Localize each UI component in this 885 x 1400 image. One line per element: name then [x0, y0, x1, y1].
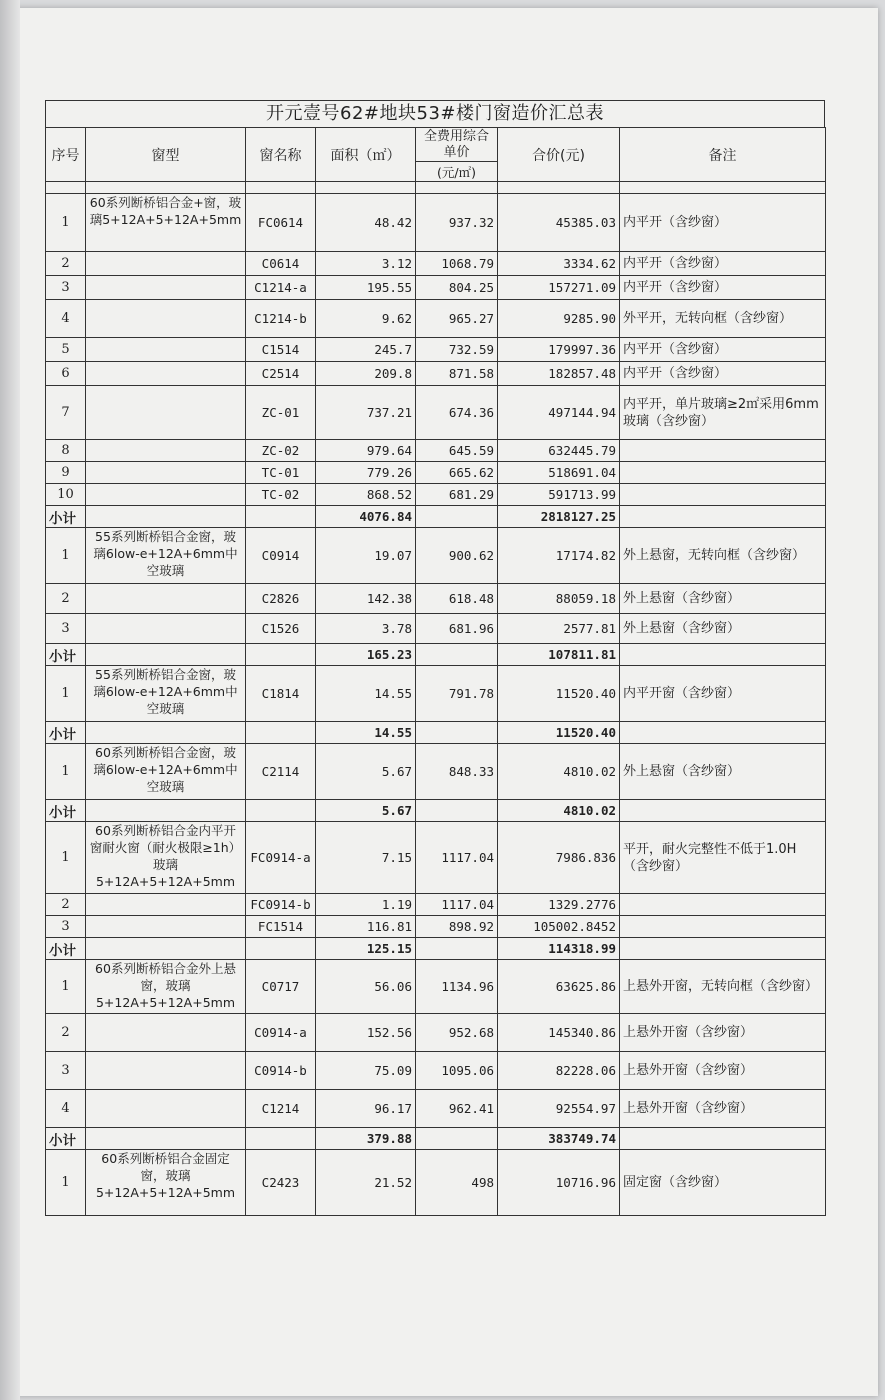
- window-type-cell-empty: [86, 1090, 246, 1128]
- table-row: [46, 744, 826, 800]
- subtotal-label: 小计: [46, 800, 86, 822]
- window-type-cell: 55系列断桥铝合金窗，玻璃6low-e+12A+6mm中空玻璃: [86, 528, 246, 584]
- total-value: 3334.62: [498, 252, 620, 276]
- window-name: C1214: [246, 1090, 316, 1128]
- total-value: 182857.48: [498, 362, 620, 386]
- table-row: [46, 440, 826, 462]
- subtotal-empty: [416, 800, 498, 822]
- total-value: 88059.18: [498, 584, 620, 614]
- unit-price-value: 962.41: [416, 1090, 498, 1128]
- subtotal-total: 11520.40: [498, 722, 620, 744]
- subtotal-row: [46, 1128, 826, 1150]
- area-value: 21.52: [316, 1150, 416, 1216]
- total-value: 179997.36: [498, 338, 620, 362]
- subtotal-area: 14.55: [316, 722, 416, 744]
- area-value: 195.55: [316, 276, 416, 300]
- subtotal-empty: [246, 722, 316, 744]
- table-row: [46, 960, 826, 1014]
- window-name: FC1514: [246, 916, 316, 938]
- subtotal-total: 114318.99: [498, 938, 620, 960]
- total-value: 7986.836: [498, 822, 620, 894]
- unit-price-value: 965.27: [416, 300, 498, 338]
- row-seq: 4: [46, 300, 86, 338]
- header-unit-price-unit: (元/㎡): [416, 162, 498, 182]
- unit-price-value: 665.62: [416, 462, 498, 484]
- window-type-cell-empty: [86, 1052, 246, 1090]
- table-row: [46, 300, 826, 338]
- total-value: 518691.04: [498, 462, 620, 484]
- subtotal-empty: [86, 722, 246, 744]
- total-value: 157271.09: [498, 276, 620, 300]
- window-name: C1814: [246, 666, 316, 722]
- unit-price-value: 618.48: [416, 584, 498, 614]
- total-value: 145340.86: [498, 1014, 620, 1052]
- area-value: 7.15: [316, 822, 416, 894]
- row-seq: 5: [46, 338, 86, 362]
- row-seq: 1: [46, 194, 86, 252]
- window-name: FC0914-b: [246, 894, 316, 916]
- header-note: 备注: [620, 128, 826, 182]
- subtotal-area: 165.23: [316, 644, 416, 666]
- area-value: 116.81: [316, 916, 416, 938]
- header-spacer-row: [46, 182, 826, 194]
- subtotal-total: 4810.02: [498, 800, 620, 822]
- note-text: 内平开，单片玻璃≥2㎡采用6mm玻璃（含纱窗）: [620, 386, 826, 440]
- window-name: C2423: [246, 1150, 316, 1216]
- window-name: C1514: [246, 338, 316, 362]
- row-seq: 2: [46, 252, 86, 276]
- window-type-cell-empty: [86, 300, 246, 338]
- note-text: 内平开（含纱窗）: [620, 362, 826, 386]
- subtotal-area: 4076.84: [316, 506, 416, 528]
- area-value: 9.62: [316, 300, 416, 338]
- window-name: C2826: [246, 584, 316, 614]
- note-text: [620, 484, 826, 506]
- table-row: [46, 1052, 826, 1090]
- row-seq: 3: [46, 614, 86, 644]
- unit-price-value: 1117.04: [416, 822, 498, 894]
- window-name: C0914-a: [246, 1014, 316, 1052]
- table-body: [46, 194, 826, 1216]
- subtotal-empty: [246, 1128, 316, 1150]
- subtotal-label: 小计: [46, 644, 86, 666]
- unit-price-value: 900.62: [416, 528, 498, 584]
- row-seq: 1: [46, 744, 86, 800]
- subtotal-label: 小计: [46, 506, 86, 528]
- table-row: [46, 484, 826, 506]
- row-seq: 4: [46, 1090, 86, 1128]
- subtotal-label: 小计: [46, 938, 86, 960]
- area-value: 737.21: [316, 386, 416, 440]
- subtotal-empty: [86, 644, 246, 666]
- window-type-cell-empty: [86, 338, 246, 362]
- subtotal-empty: [620, 1128, 826, 1150]
- window-name: ZC-02: [246, 440, 316, 462]
- unit-price-value: 674.36: [416, 386, 498, 440]
- window-type-cell: 60系列断桥铝合金+窗，玻璃5+12A+5+12A+5mm: [86, 194, 246, 252]
- table-row: [46, 1150, 826, 1216]
- total-value: 591713.99: [498, 484, 620, 506]
- area-value: 245.7: [316, 338, 416, 362]
- row-seq: 1: [46, 822, 86, 894]
- area-value: 5.67: [316, 744, 416, 800]
- row-seq: 6: [46, 362, 86, 386]
- window-type-cell-empty: [86, 894, 246, 916]
- total-value: 63625.86: [498, 960, 620, 1014]
- window-name: FC0914-a: [246, 822, 316, 894]
- subtotal-row: [46, 938, 826, 960]
- total-value: 4810.02: [498, 744, 620, 800]
- row-seq: 8: [46, 440, 86, 462]
- window-name: FC0614: [246, 194, 316, 252]
- note-text: 外平开，无转向框（含纱窗）: [620, 300, 826, 338]
- subtotal-total: 2818127.25: [498, 506, 620, 528]
- subtotal-empty: [416, 506, 498, 528]
- table-row: [46, 528, 826, 584]
- area-value: 779.26: [316, 462, 416, 484]
- unit-price-value: 498: [416, 1150, 498, 1216]
- total-value: 9285.90: [498, 300, 620, 338]
- window-type-cell-empty: [86, 462, 246, 484]
- subtotal-row: [46, 506, 826, 528]
- area-value: 75.09: [316, 1052, 416, 1090]
- subtotal-empty: [86, 938, 246, 960]
- cost-summary-table: [45, 127, 826, 1216]
- table-row: [46, 1090, 826, 1128]
- subtotal-row: [46, 800, 826, 822]
- subtotal-empty: [620, 800, 826, 822]
- row-seq: 10: [46, 484, 86, 506]
- unit-price-value: 681.96: [416, 614, 498, 644]
- table-row: [46, 822, 826, 894]
- note-text: 外上悬窗（含纱窗）: [620, 744, 826, 800]
- subtotal-empty: [620, 722, 826, 744]
- table-row: [46, 194, 826, 252]
- unit-price-value: 1117.04: [416, 894, 498, 916]
- unit-price-value: 791.78: [416, 666, 498, 722]
- header-name: 窗名称: [246, 128, 316, 182]
- total-value: 11520.40: [498, 666, 620, 722]
- window-type-cell-empty: [86, 484, 246, 506]
- row-seq: 3: [46, 1052, 86, 1090]
- area-value: 19.07: [316, 528, 416, 584]
- table-row: [46, 462, 826, 484]
- note-text: 外上悬窗（含纱窗）: [620, 614, 826, 644]
- unit-price-value: 937.32: [416, 194, 498, 252]
- subtotal-area: 5.67: [316, 800, 416, 822]
- area-value: 979.64: [316, 440, 416, 462]
- area-value: 96.17: [316, 1090, 416, 1128]
- note-text: 外上悬窗（含纱窗）: [620, 584, 826, 614]
- note-text: 平开，耐火完整性不低于1.0H（含纱窗）: [620, 822, 826, 894]
- sheet-title: 开元壹号62#地块53#楼门窗造价汇总表: [45, 100, 825, 127]
- total-value: 10716.96: [498, 1150, 620, 1216]
- unit-price-value: 1095.06: [416, 1052, 498, 1090]
- header-total: 合价(元): [498, 128, 620, 182]
- row-seq: 1: [46, 666, 86, 722]
- note-text: 内平开（含纱窗）: [620, 194, 826, 252]
- unit-price-value: 681.29: [416, 484, 498, 506]
- table-row: [46, 614, 826, 644]
- total-value: 2577.81: [498, 614, 620, 644]
- window-type-cell-empty: [86, 252, 246, 276]
- subtotal-empty: [416, 644, 498, 666]
- subtotal-empty: [416, 938, 498, 960]
- subtotal-area: 125.15: [316, 938, 416, 960]
- row-seq: 1: [46, 960, 86, 1014]
- table-row: [46, 362, 826, 386]
- total-value: 497144.94: [498, 386, 620, 440]
- note-text: [620, 916, 826, 938]
- table-row: [46, 276, 826, 300]
- unit-price-value: 871.58: [416, 362, 498, 386]
- area-value: 1.19: [316, 894, 416, 916]
- window-name: C0614: [246, 252, 316, 276]
- window-name: ZC-01: [246, 386, 316, 440]
- total-value: 92554.97: [498, 1090, 620, 1128]
- area-value: 152.56: [316, 1014, 416, 1052]
- note-text: 内平开窗（含纱窗）: [620, 666, 826, 722]
- subtotal-empty: [86, 1128, 246, 1150]
- window-type-cell-empty: [86, 440, 246, 462]
- window-name: C1526: [246, 614, 316, 644]
- unit-price-value: 848.33: [416, 744, 498, 800]
- table-row: [46, 252, 826, 276]
- window-type-cell-empty: [86, 614, 246, 644]
- subtotal-row: [46, 722, 826, 744]
- subtotal-empty: [246, 800, 316, 822]
- window-name: TC-02: [246, 484, 316, 506]
- subtotal-area: 379.88: [316, 1128, 416, 1150]
- subtotal-empty: [620, 506, 826, 528]
- table-row: [46, 916, 826, 938]
- table-row: [46, 894, 826, 916]
- header-type: 窗型: [86, 128, 246, 182]
- subtotal-empty: [620, 938, 826, 960]
- unit-price-value: 1068.79: [416, 252, 498, 276]
- total-value: 1329.2776: [498, 894, 620, 916]
- header-row: [46, 128, 826, 162]
- area-value: 3.78: [316, 614, 416, 644]
- window-name: C2514: [246, 362, 316, 386]
- area-value: 3.12: [316, 252, 416, 276]
- note-text: 上悬外开窗（含纱窗）: [620, 1090, 826, 1128]
- note-text: 内平开（含纱窗）: [620, 338, 826, 362]
- unit-price-value: 804.25: [416, 276, 498, 300]
- window-type-cell: 55系列断桥铝合金窗，玻璃6low-e+12A+6mm中空玻璃: [86, 666, 246, 722]
- unit-price-value: 732.59: [416, 338, 498, 362]
- area-value: 209.8: [316, 362, 416, 386]
- note-text: 上悬外开窗，无转向框（含纱窗）: [620, 960, 826, 1014]
- subtotal-empty: [246, 644, 316, 666]
- header-unit-price: 全费用综合单价: [416, 128, 498, 162]
- note-text: 上悬外开窗（含纱窗）: [620, 1014, 826, 1052]
- table-row: [46, 666, 826, 722]
- window-type-cell: 60系列断桥铝合金固定窗，玻璃5+12A+5+12A+5mm: [86, 1150, 246, 1216]
- subtotal-empty: [86, 800, 246, 822]
- subtotal-empty: [416, 722, 498, 744]
- note-text: 内平开（含纱窗）: [620, 252, 826, 276]
- area-value: 56.06: [316, 960, 416, 1014]
- cost-summary-sheet: [45, 100, 825, 1216]
- subtotal-label: 小计: [46, 722, 86, 744]
- total-value: 45385.03: [498, 194, 620, 252]
- row-seq: 3: [46, 916, 86, 938]
- total-value: 632445.79: [498, 440, 620, 462]
- unit-price-value: 1134.96: [416, 960, 498, 1014]
- row-seq: 9: [46, 462, 86, 484]
- window-name: C0914: [246, 528, 316, 584]
- row-seq: 2: [46, 1014, 86, 1052]
- window-name: C2114: [246, 744, 316, 800]
- window-name: C0717: [246, 960, 316, 1014]
- total-value: 82228.06: [498, 1052, 620, 1090]
- window-type-cell-empty: [86, 362, 246, 386]
- note-text: 固定窗（含纱窗）: [620, 1150, 826, 1216]
- subtotal-total: 383749.74: [498, 1128, 620, 1150]
- row-seq: 3: [46, 276, 86, 300]
- window-type-cell-empty: [86, 916, 246, 938]
- note-text: 上悬外开窗（含纱窗）: [620, 1052, 826, 1090]
- window-name: C1214-a: [246, 276, 316, 300]
- subtotal-empty: [246, 506, 316, 528]
- row-seq: 2: [46, 894, 86, 916]
- row-seq: 7: [46, 386, 86, 440]
- note-text: [620, 440, 826, 462]
- table-row: [46, 338, 826, 362]
- note-text: [620, 894, 826, 916]
- header-area: 面积（㎡）: [316, 128, 416, 182]
- header-seq: 序号: [46, 128, 86, 182]
- subtotal-row: [46, 644, 826, 666]
- subtotal-empty: [86, 506, 246, 528]
- subtotal-empty: [246, 938, 316, 960]
- row-seq: 1: [46, 528, 86, 584]
- area-value: 48.42: [316, 194, 416, 252]
- window-name: TC-01: [246, 462, 316, 484]
- window-type-cell-empty: [86, 386, 246, 440]
- unit-price-value: 898.92: [416, 916, 498, 938]
- area-value: 142.38: [316, 584, 416, 614]
- subtotal-empty: [416, 1128, 498, 1150]
- window-type-cell-empty: [86, 276, 246, 300]
- subtotal-empty: [620, 644, 826, 666]
- window-name: C0914-b: [246, 1052, 316, 1090]
- area-value: 14.55: [316, 666, 416, 722]
- window-type-cell-empty: [86, 1014, 246, 1052]
- total-value: 17174.82: [498, 528, 620, 584]
- note-text: 外上悬窗，无转向框（含纱窗）: [620, 528, 826, 584]
- table-row: [46, 386, 826, 440]
- row-seq: 1: [46, 1150, 86, 1216]
- subtotal-total: 107811.81: [498, 644, 620, 666]
- table-row: [46, 584, 826, 614]
- unit-price-value: 645.59: [416, 440, 498, 462]
- note-text: [620, 462, 826, 484]
- window-type-cell: 60系列断桥铝合金内平开窗耐火窗（耐火极限≥1h）玻璃5+12A+5+12A+5mm: [86, 822, 246, 894]
- window-name: C1214-b: [246, 300, 316, 338]
- window-type-cell: 60系列断桥铝合金外上悬窗，玻璃5+12A+5+12A+5mm: [86, 960, 246, 1014]
- total-value: 105002.8452: [498, 916, 620, 938]
- window-type-cell: 60系列断桥铝合金窗，玻璃6low-e+12A+6mm中空玻璃: [86, 744, 246, 800]
- row-seq: 2: [46, 584, 86, 614]
- subtotal-label: 小计: [46, 1128, 86, 1150]
- page-fold-shadow: [0, 0, 20, 1400]
- unit-price-value: 952.68: [416, 1014, 498, 1052]
- area-value: 868.52: [316, 484, 416, 506]
- window-type-cell-empty: [86, 584, 246, 614]
- table-row: [46, 1014, 826, 1052]
- note-text: 内平开（含纱窗）: [620, 276, 826, 300]
